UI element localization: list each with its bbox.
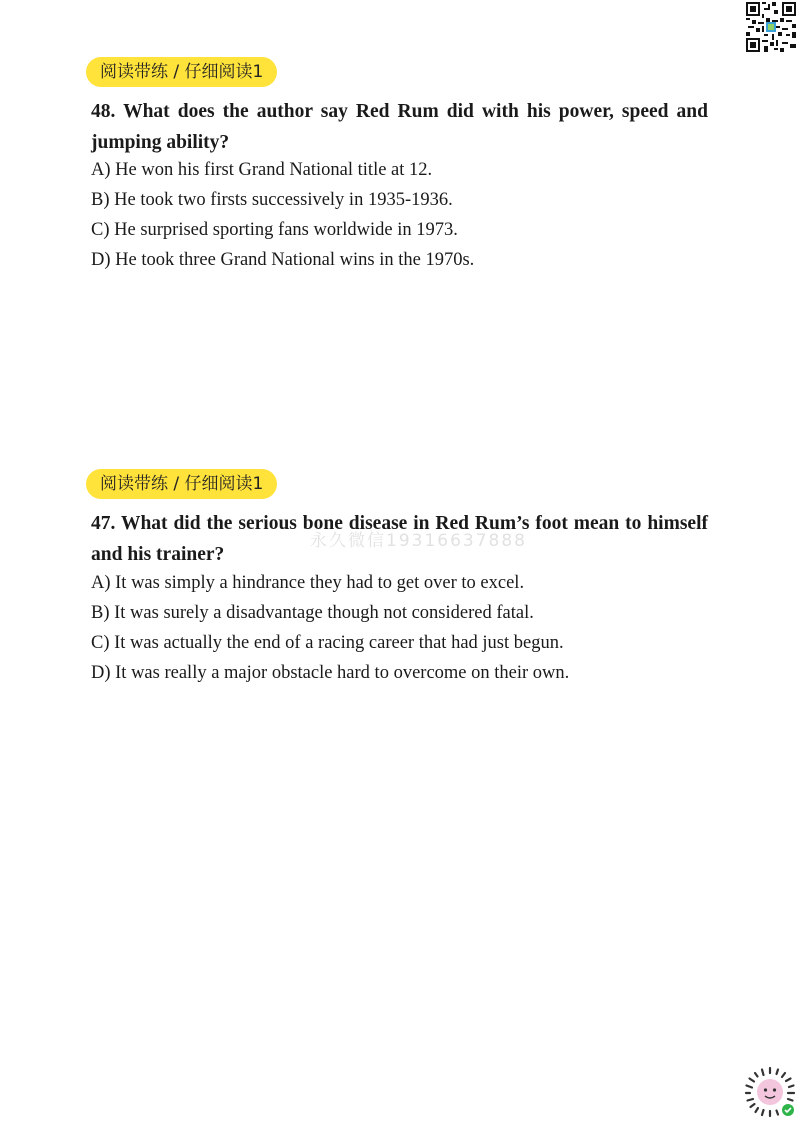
section-tag: 阅读带练 / 仔细阅读1	[86, 469, 277, 499]
answer-options	[91, 568, 721, 688]
mini-program-code-icon[interactable]	[744, 1066, 796, 1118]
option-b[interactable]: B) It was surely a disadvantage though not considered fatal.	[91, 603, 534, 623]
question-47-text: 47. What did the serious bone disease in Red Rum’s foot mean to himself and his trainer?	[91, 513, 708, 565]
question-48-text: 48. What does the author say Red Rum did with his power, speed and jumping ability?	[91, 101, 708, 153]
section-tag: 阅读带练 / 仔细阅读1	[86, 57, 277, 87]
option-c[interactable]: C) It was actually the end of a racing career that had just begun.	[91, 633, 564, 653]
watermark-line: 永久微信19316637888	[310, 531, 527, 551]
option-a[interactable]: A) He won his first Grand National title at 12.	[91, 160, 433, 180]
option-c[interactable]: C) He surprised sporting fans worldwide in 1973.	[91, 220, 458, 240]
option-d[interactable]: D) He took three Grand National wins in the 1970s.	[91, 250, 475, 270]
option-a[interactable]: A) It was simply a hindrance they had to get over to excel.	[91, 573, 525, 593]
option-d[interactable]: D) It was really a major obstacle hard to overcome on their own.	[91, 663, 570, 683]
answer-options	[91, 155, 721, 275]
qr-code-icon[interactable]	[746, 2, 796, 52]
option-b[interactable]: B) He took two firsts successively in 1935-1936.	[91, 190, 453, 210]
